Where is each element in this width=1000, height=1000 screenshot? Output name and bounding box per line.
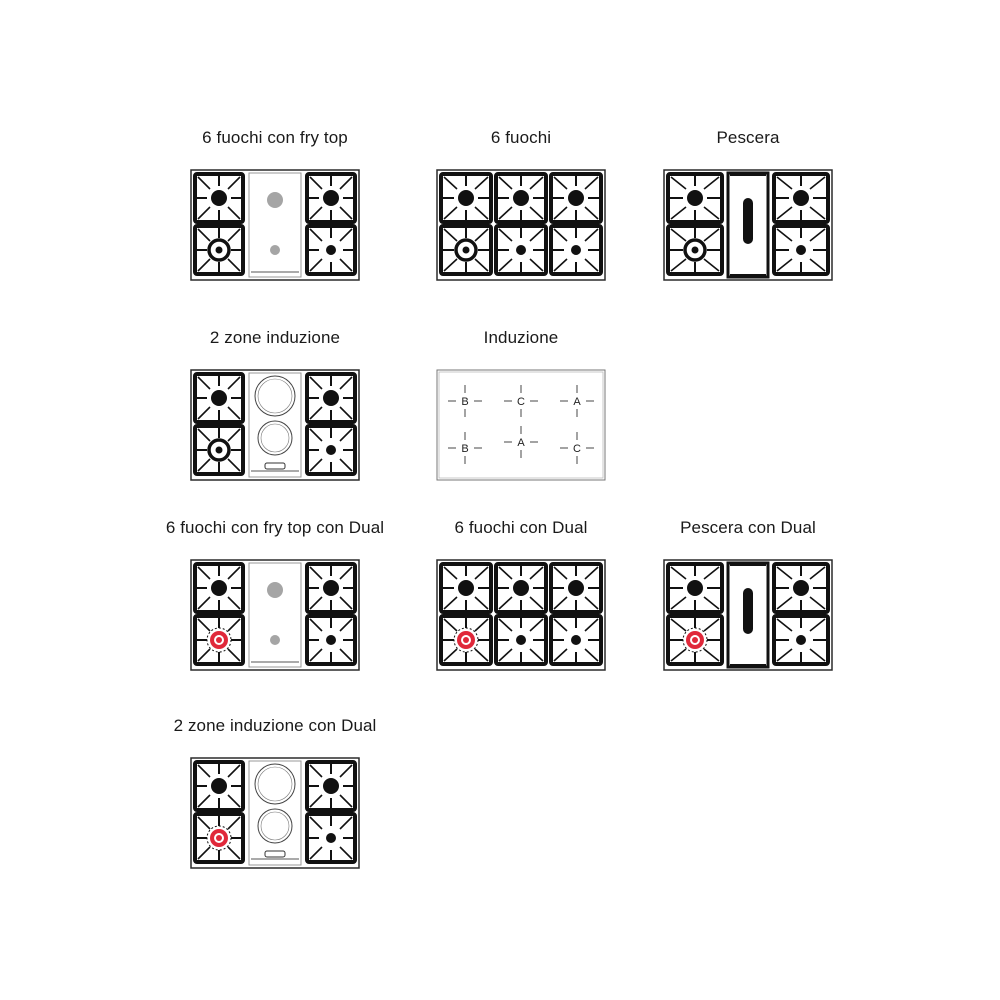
cooktop-title: Pescera con Dual — [680, 518, 816, 537]
pescera-burner — [743, 198, 753, 244]
burner-large — [793, 580, 809, 596]
burner-large — [323, 580, 339, 596]
burner-large — [211, 580, 227, 596]
burner-small — [326, 245, 336, 255]
cooktop-diagram-frytop — [155, 128, 395, 288]
burner-large — [323, 778, 339, 794]
burner-small — [326, 635, 336, 645]
zone-label: B — [461, 396, 469, 408]
burner-wok-center — [463, 247, 470, 254]
frytop-zone-large — [267, 582, 283, 598]
cooktop-diagram-pescera-dual — [628, 518, 868, 678]
zone-label: A — [517, 437, 525, 449]
burner-small — [796, 635, 806, 645]
induction-control — [265, 463, 285, 469]
cooktop-diagram-sei-fuochi — [401, 128, 641, 288]
cooktop-title: 6 fuochi con fry top — [202, 128, 348, 147]
burner-wok-center — [216, 447, 223, 454]
cooktop-title: 6 fuochi con Dual — [454, 518, 588, 537]
burner-small — [326, 445, 336, 455]
burner-small — [516, 635, 526, 645]
burner-large — [793, 190, 809, 206]
burner-dual-center — [463, 637, 469, 643]
cooktop-diagram-frytop-dual — [155, 518, 395, 678]
cooktop-title: Pescera — [716, 128, 780, 147]
cooktop-diagram-pescera — [628, 128, 868, 288]
cooktop-diagram-induzione — [401, 328, 641, 488]
burner-large — [323, 190, 339, 206]
burner-large — [458, 580, 474, 596]
burner-large — [211, 778, 227, 794]
burner-large — [687, 190, 703, 206]
burner-small — [571, 245, 581, 255]
frytop-zone-large — [267, 192, 283, 208]
burner-large — [513, 580, 529, 596]
burner-dual-center — [692, 637, 698, 643]
cooktop-title: 6 fuochi — [490, 128, 552, 147]
burner-large — [211, 390, 227, 406]
burner-small — [796, 245, 806, 255]
cooktop-title: Induzione — [483, 328, 559, 347]
cooktop-diagram-due-zone-dual — [155, 716, 395, 876]
zone-label: C — [573, 443, 581, 455]
induction-control — [265, 851, 285, 857]
burner-wok-center — [692, 247, 699, 254]
zone-label: B — [461, 443, 469, 455]
burner-small — [326, 833, 336, 843]
cooktop-diagram-sei-dual — [401, 518, 641, 678]
frytop-zone-small — [270, 635, 280, 645]
burner-large — [568, 190, 584, 206]
zone-label: A — [573, 396, 581, 408]
burner-large — [323, 390, 339, 406]
cooktop-diagram-due-zone — [155, 328, 395, 488]
burner-large — [568, 580, 584, 596]
burner-large — [458, 190, 474, 206]
burner-dual-center — [216, 835, 222, 841]
pescera-burner — [743, 588, 753, 634]
frytop-zone-small — [270, 245, 280, 255]
cooktop-title: 6 fuochi con fry top con Dual — [165, 518, 385, 537]
frytop-plate — [249, 173, 301, 277]
burner-dual-center — [216, 637, 222, 643]
burner-wok-center — [216, 247, 223, 254]
burner-small — [571, 635, 581, 645]
frytop-plate — [249, 563, 301, 667]
cooktop-title: 2 zone induzione — [209, 328, 341, 347]
burner-large — [513, 190, 529, 206]
burner-large — [687, 580, 703, 596]
zone-label: C — [517, 396, 525, 408]
burner-small — [516, 245, 526, 255]
burner-large — [211, 190, 227, 206]
cooktop-title: 2 zone induzione con Dual — [173, 716, 377, 735]
